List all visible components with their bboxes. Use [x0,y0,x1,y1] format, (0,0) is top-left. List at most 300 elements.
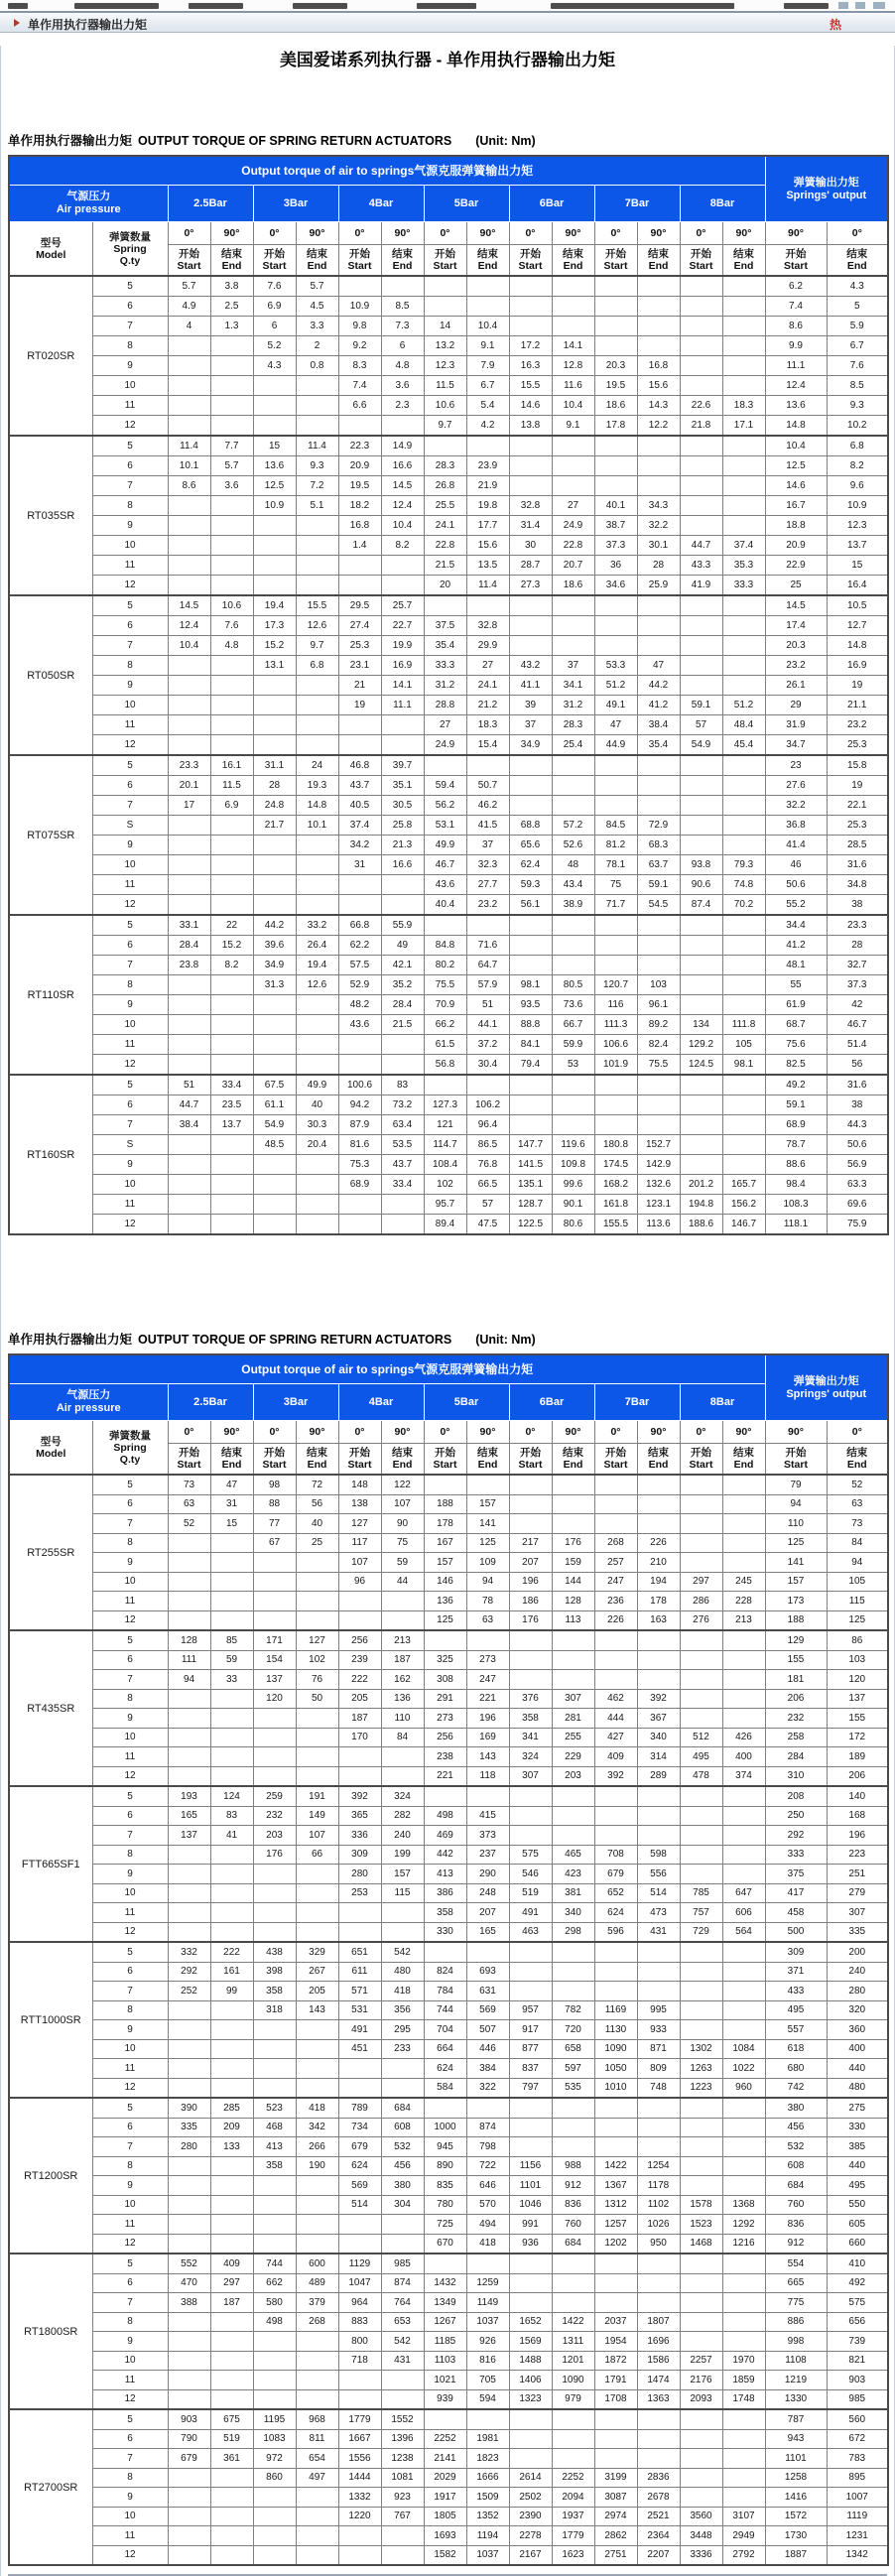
torque-cell: 2037 [594,2312,637,2332]
torque-cell [680,476,722,496]
spring-qty-cell: 10 [92,2507,168,2526]
torque-cell: 600 [296,2254,338,2273]
torque-cell: 11.1 [765,356,827,376]
torque-cell: 94 [827,1553,888,1573]
torque-cell: 2502 [509,2488,552,2508]
torque-cell: 28.8 [424,696,466,715]
torque-cell: 119.6 [552,1135,594,1155]
torque-cell [168,1766,210,1786]
torque-cell [722,1942,765,1962]
torque-cell [509,2429,552,2449]
torque-cell: 63.7 [637,855,680,875]
torque-cell: 159 [552,1553,594,1573]
torque-cell [466,595,509,616]
torque-cell: 136 [424,1592,466,1611]
torque-cell: 20.7 [552,556,594,576]
menu-item-fragment[interactable] [189,3,243,9]
torque-cell: 532 [381,2137,424,2157]
torque-cell: 127 [296,1630,338,1650]
torque-cell: 684 [552,2234,594,2254]
torque-cell: 34.9 [509,735,552,756]
torque-cell: 280 [827,1982,888,2001]
table-row [9,2078,888,2098]
torque-cell: 665 [765,2273,827,2293]
section-heading [8,131,887,149]
torque-cell: 125 [827,1610,888,1630]
torque-cell: 17.2 [509,336,552,356]
torque-cell [253,1865,296,1884]
torque-cell: 465 [552,1845,594,1865]
torque-cell: 107 [381,1494,424,1514]
torque-cell [296,1592,338,1611]
torque-cell: 88 [253,1494,296,1514]
torque-cell [296,2039,338,2059]
torque-cell: 9.6 [827,476,888,496]
torque-cell: 74.8 [722,875,765,895]
torque-cell: 9.9 [765,336,827,356]
torque-cell: 146 [424,1572,466,1592]
torque-cell [210,2059,253,2079]
torque-cell [509,1075,552,1095]
angle-end-header: 90° [466,222,509,245]
torque-cell [296,2332,338,2352]
torque-cell: 199 [381,1845,424,1865]
torque-cell [338,2389,381,2409]
torque-cell: 20.3 [594,356,637,376]
torque-cell [680,2429,722,2449]
torque-cell: 114.7 [424,1135,466,1155]
spring-qty-cell: 11 [92,2215,168,2235]
table-row [9,1670,888,1690]
spring-qty-cell: 10 [92,1015,168,1035]
torque-cell: 1238 [381,2449,424,2469]
torque-cell: 37.5 [424,616,466,636]
torque-cell: 1102 [637,2195,680,2215]
torque-cell [296,2545,338,2565]
torque-cell [722,1475,765,1494]
spring-qty-cell: 6 [92,1095,168,1115]
torque-cell: 41.9 [680,576,722,596]
torque-cell [296,1883,338,1903]
torque-cell: 64.7 [466,956,509,975]
torque-cell [168,2195,210,2215]
torque-cell: 734 [338,2118,381,2137]
spring-qty-cell: 5 [92,1475,168,1494]
article-header-bar [0,11,895,33]
torque-cell [296,1572,338,1592]
torque-cell [637,476,680,496]
torque-cell: 141.5 [509,1155,552,1175]
torque-cell: 40.4 [424,895,466,916]
torque-cell [168,2234,210,2254]
torque-cell: 49.2 [765,1075,827,1095]
torque-cell [253,1610,296,1630]
menu-item-fragment[interactable] [551,3,734,9]
menu-item-fragment[interactable] [8,3,28,9]
torque-cell: 972 [253,2449,296,2469]
torque-cell [168,2371,210,2390]
torque-cell: 42.1 [381,956,424,975]
torque-cell [210,715,253,735]
torque-cell [594,755,637,776]
torque-cell [253,995,296,1015]
torque-cell: 141 [466,1514,509,1534]
torque-cell: 25.3 [827,816,888,836]
torque-cell: 358 [509,1709,552,1729]
torque-cell: 138 [338,1494,381,1514]
torque-cell: 89.2 [637,1015,680,1035]
torque-cell: 88.8 [509,1015,552,1035]
torque-cell [168,356,210,376]
torque-cell: 252 [168,1982,210,2001]
torque-cell [594,436,637,456]
torque-cell: 912 [552,2176,594,2196]
section-heading [8,1330,887,1348]
torque-cell [722,276,765,297]
torque-cell [381,1592,424,1611]
torque-cell [637,636,680,656]
torque-cell [466,1942,509,1962]
torque-cell: 226 [594,1610,637,1630]
torque-cell: 33.1 [168,915,210,936]
torque-cell: 165 [168,1806,210,1826]
torque-cell: 28 [637,556,680,576]
table-row [9,456,888,476]
section-heading-en: OUTPUT TORQUE OF SPRING RETURN ACTUATORS [138,134,452,148]
torque-cell: 31.9 [765,715,827,735]
torque-cell [594,956,637,975]
torque-cell [594,1095,637,1115]
torque-cell [680,676,722,696]
torque-cell: 102 [424,1175,466,1195]
torque-cell: 310 [765,1766,827,1786]
torque-cell [210,496,253,516]
torque-cell [594,456,637,476]
torque-cell [509,1670,552,1690]
torque-cell: 1129 [338,2254,381,2273]
torque-cell [338,2059,381,2079]
torque-cell [296,875,338,895]
torque-cell: 418 [381,1982,424,2001]
torque-cell [424,1786,466,1806]
torque-cell [168,396,210,416]
angle-start-header: 0° [680,222,722,245]
torque-cell: 307 [509,1766,552,1786]
torque-cell [296,2234,338,2254]
torque-cell: 56.8 [424,1055,466,1076]
torque-cell: 31.1 [253,755,296,776]
torque-cell: 1223 [680,2078,722,2098]
spring-qty-cell: 11 [92,396,168,416]
torque-cell [210,1155,253,1175]
torque-cell: 606 [722,1903,765,1923]
torque-cell [168,656,210,676]
pressure-col-header: 5Bar [424,186,509,222]
torque-cell [424,2098,466,2118]
torque-cell: 423 [552,1865,594,1884]
torque-cell: 427 [594,1728,637,1747]
spring-qty-cell: 8 [92,656,168,676]
angle-end-header: 90° [210,222,253,245]
torque-cell: 80.5 [552,975,594,995]
torque-cell: 30.3 [296,1115,338,1135]
torque-cell: 1231 [827,2526,888,2546]
torque-cell [509,2118,552,2137]
section-heading-cn: 单作用执行器输出力矩 [8,1333,133,1347]
spring-qty-cell: 7 [92,636,168,656]
torque-cell [637,297,680,317]
torque-cell: 221 [424,1766,466,1786]
torque-cell [210,556,253,576]
torque-cell: 232 [253,1806,296,1826]
torque-cell: 2207 [637,2545,680,2565]
model-name: RT110SR [9,915,92,1075]
torque-cell [509,2137,552,2157]
torque-cell [594,297,637,317]
menu-item-fragment[interactable] [417,3,476,9]
torque-cell [722,336,765,356]
torque-cell [168,696,210,715]
torque-cell: 2614 [509,2468,552,2488]
torque-cell [680,2468,722,2488]
torque-cell: 26.1 [765,676,827,696]
spring-qty-cell: 12 [92,416,168,437]
torque-cell [296,1035,338,1055]
torque-cell [509,317,552,336]
torque-cell: 82.4 [637,1035,680,1055]
torque-cell: 2029 [424,2468,466,2488]
torque-cell: 356 [381,2000,424,2020]
pressure-col-header: 2.5Bar [168,186,253,222]
torque-cell: 10.4 [765,436,827,456]
angle-end-header: 90° [637,1421,680,1444]
menu-item-fragment[interactable] [293,3,347,9]
torque-cell: 118.1 [765,1215,827,1235]
torque-cell: 77 [253,1514,296,1534]
torque-cell: 1954 [594,2332,637,2352]
torque-cell: 81.6 [338,1135,381,1155]
spring-qty-cell: 9 [92,995,168,1015]
torque-cell: 13.7 [827,536,888,556]
torque-cell [168,1035,210,1055]
torque-cell [168,376,210,396]
torque-cell [509,2293,552,2313]
torque-cell: 113 [552,1610,594,1630]
torque-cell: 51 [168,1075,210,1095]
torque-cell: 38 [827,895,888,916]
torque-cell [637,1982,680,2001]
torque-cell [381,2371,424,2390]
torque-cell: 1368 [722,2195,765,2215]
torque-cell: 37 [552,656,594,676]
spring-qty-cell: 8 [92,496,168,516]
torque-cell [210,2507,253,2526]
model-name: RT160SR [9,1075,92,1234]
torque-cell [253,1592,296,1611]
torque-cell [210,2468,253,2488]
spring-qty-cell: 12 [92,2389,168,2409]
spring-qty-cell: 10 [92,536,168,556]
torque-cell [210,2389,253,2409]
spring-qty-cell: 7 [92,2293,168,2313]
torque-cell: 684 [765,2176,827,2196]
torque-cell: 108.4 [424,1155,466,1175]
torque-cell: 456 [381,2156,424,2176]
start-header: 开始 Start [765,245,827,277]
torque-cell: 575 [509,1845,552,1865]
table-row [9,2039,888,2059]
torque-cell: 1416 [765,2488,827,2508]
torque-cell: 127.3 [424,1095,466,1115]
torque-cell [680,1689,722,1709]
torque-cell: 106.2 [466,1095,509,1115]
torque-cell: 21.7 [253,816,296,836]
torque-cell: 12.3 [424,356,466,376]
menu-item-fragment[interactable] [784,3,829,9]
torque-cell [168,1610,210,1630]
torque-cell: 15.6 [637,376,680,396]
torque-cell [722,2000,765,2020]
torque-cell: 28.7 [509,556,552,576]
torque-cell: 495 [765,2000,827,2020]
torque-cell [594,616,637,636]
torque-cell: 62.4 [509,855,552,875]
torque-cell [509,595,552,616]
torque-cell [296,1865,338,1884]
torque-cell [253,2507,296,2526]
spring-qty-cell: 10 [92,696,168,715]
window-icon[interactable] [838,2,848,9]
torque-cell: 16.4 [827,576,888,596]
torque-cell [594,2254,637,2273]
window-icon[interactable] [855,2,865,9]
torque-cell [552,476,594,496]
torque-cell [594,1806,637,1826]
model-name: RT075SR [9,755,92,915]
spring-qty-cell: 6 [92,1806,168,1826]
torque-cell: 99 [210,1982,253,2001]
torque-cell: 84 [827,1533,888,1553]
torque-cell [338,2078,381,2098]
torque-cell [424,755,466,776]
torque-cell: 19 [338,696,381,715]
table-row [9,1766,888,1786]
torque-cell: 222 [210,1942,253,1962]
torque-cell: 55.2 [765,895,827,916]
torque-cell [381,1747,424,1767]
torque-cell: 103 [827,1650,888,1670]
torque-cell: 66.7 [552,1015,594,1035]
torque-cell [594,1982,637,2001]
table-row [9,1175,888,1195]
torque-cell [381,1766,424,1786]
torque-cell: 240 [381,1826,424,1846]
spring-qty-cell: 12 [92,1055,168,1076]
torque-cell: 36.8 [765,816,827,836]
torque-cell: 122 [381,1475,424,1494]
torque-cell [637,276,680,297]
torque-cell [168,1175,210,1195]
torque-cell [509,956,552,975]
table-row [9,776,888,796]
torque-cell: 68.9 [338,1175,381,1195]
torque-cell [296,1175,338,1195]
torque-cell: 125 [424,1610,466,1630]
table-row [9,2545,888,2565]
torque-cell: 2252 [424,2429,466,2449]
torque-cell: 23.9 [466,456,509,476]
torque-cell [210,2156,253,2176]
torque-cell: 13.1 [253,656,296,676]
torque-cell: 27.4 [338,616,381,636]
angle-start-header: 0° [338,222,381,245]
torque-cell [210,1195,253,1215]
torque-cell: 341 [509,1728,552,1747]
torque-cell: 9.8 [338,317,381,336]
torque-cell [168,1572,210,1592]
torque-cell: 742 [765,2078,827,2098]
torque-cell: 1342 [827,2545,888,2565]
torque-cell: 392 [594,1766,637,1786]
torque-cell: 789 [338,2098,381,2118]
torque-cell: 189 [827,1747,888,1767]
start-header: 开始 Start [424,1444,466,1476]
torque-cell: 30.4 [466,1055,509,1076]
torque-cell [253,2389,296,2409]
torque-cell: 14.6 [509,396,552,416]
torque-cell: 117 [338,1533,381,1553]
table-row [9,1015,888,1035]
torque-cell: 392 [637,1689,680,1709]
torque-cell: 178 [424,1514,466,1534]
torque-cell: 73 [827,1514,888,1534]
torque-cell [594,1514,637,1534]
torque-cell: 569 [338,2176,381,2196]
torque-cell: 10.6 [424,396,466,416]
torque-cell: 1130 [594,2020,637,2040]
torque-cell: 957 [509,2000,552,2020]
angle-end-header: 90° [381,222,424,245]
torque-cell: 86 [827,1630,888,1650]
table-row [9,2409,888,2429]
table-row [9,595,888,616]
torque-cell: 24 [296,755,338,776]
torque-cell: 171 [253,1630,296,1650]
torque-cell: 398 [253,1962,296,1982]
torque-cell: 47 [637,656,680,676]
torque-cell: 62.2 [338,936,381,956]
torque-cell: 478 [680,1766,722,1786]
torque-cell: 675 [210,2409,253,2429]
torque-cell: 80.6 [552,1215,594,1235]
torque-cell: 40 [296,1514,338,1534]
torque-cell: 10.4 [381,516,424,536]
menu-item-fragment[interactable] [74,3,159,9]
torque-cell: 1026 [637,2215,680,2235]
torque-cell: 722 [466,2156,509,2176]
torque-cell: 365 [338,1806,381,1826]
spring-qty-cell: 7 [92,1514,168,1534]
torque-cell [296,2176,338,2196]
torque-cell: 1010 [594,2078,637,2098]
torque-cell: 48.5 [253,1135,296,1155]
torque-cell: 43.4 [552,875,594,895]
table-row [9,715,888,735]
torque-cell: 497 [296,2468,338,2488]
torque-cell: 652 [594,1883,637,1903]
torque-cell: 1807 [637,2312,680,2332]
window-icon[interactable] [873,2,885,9]
